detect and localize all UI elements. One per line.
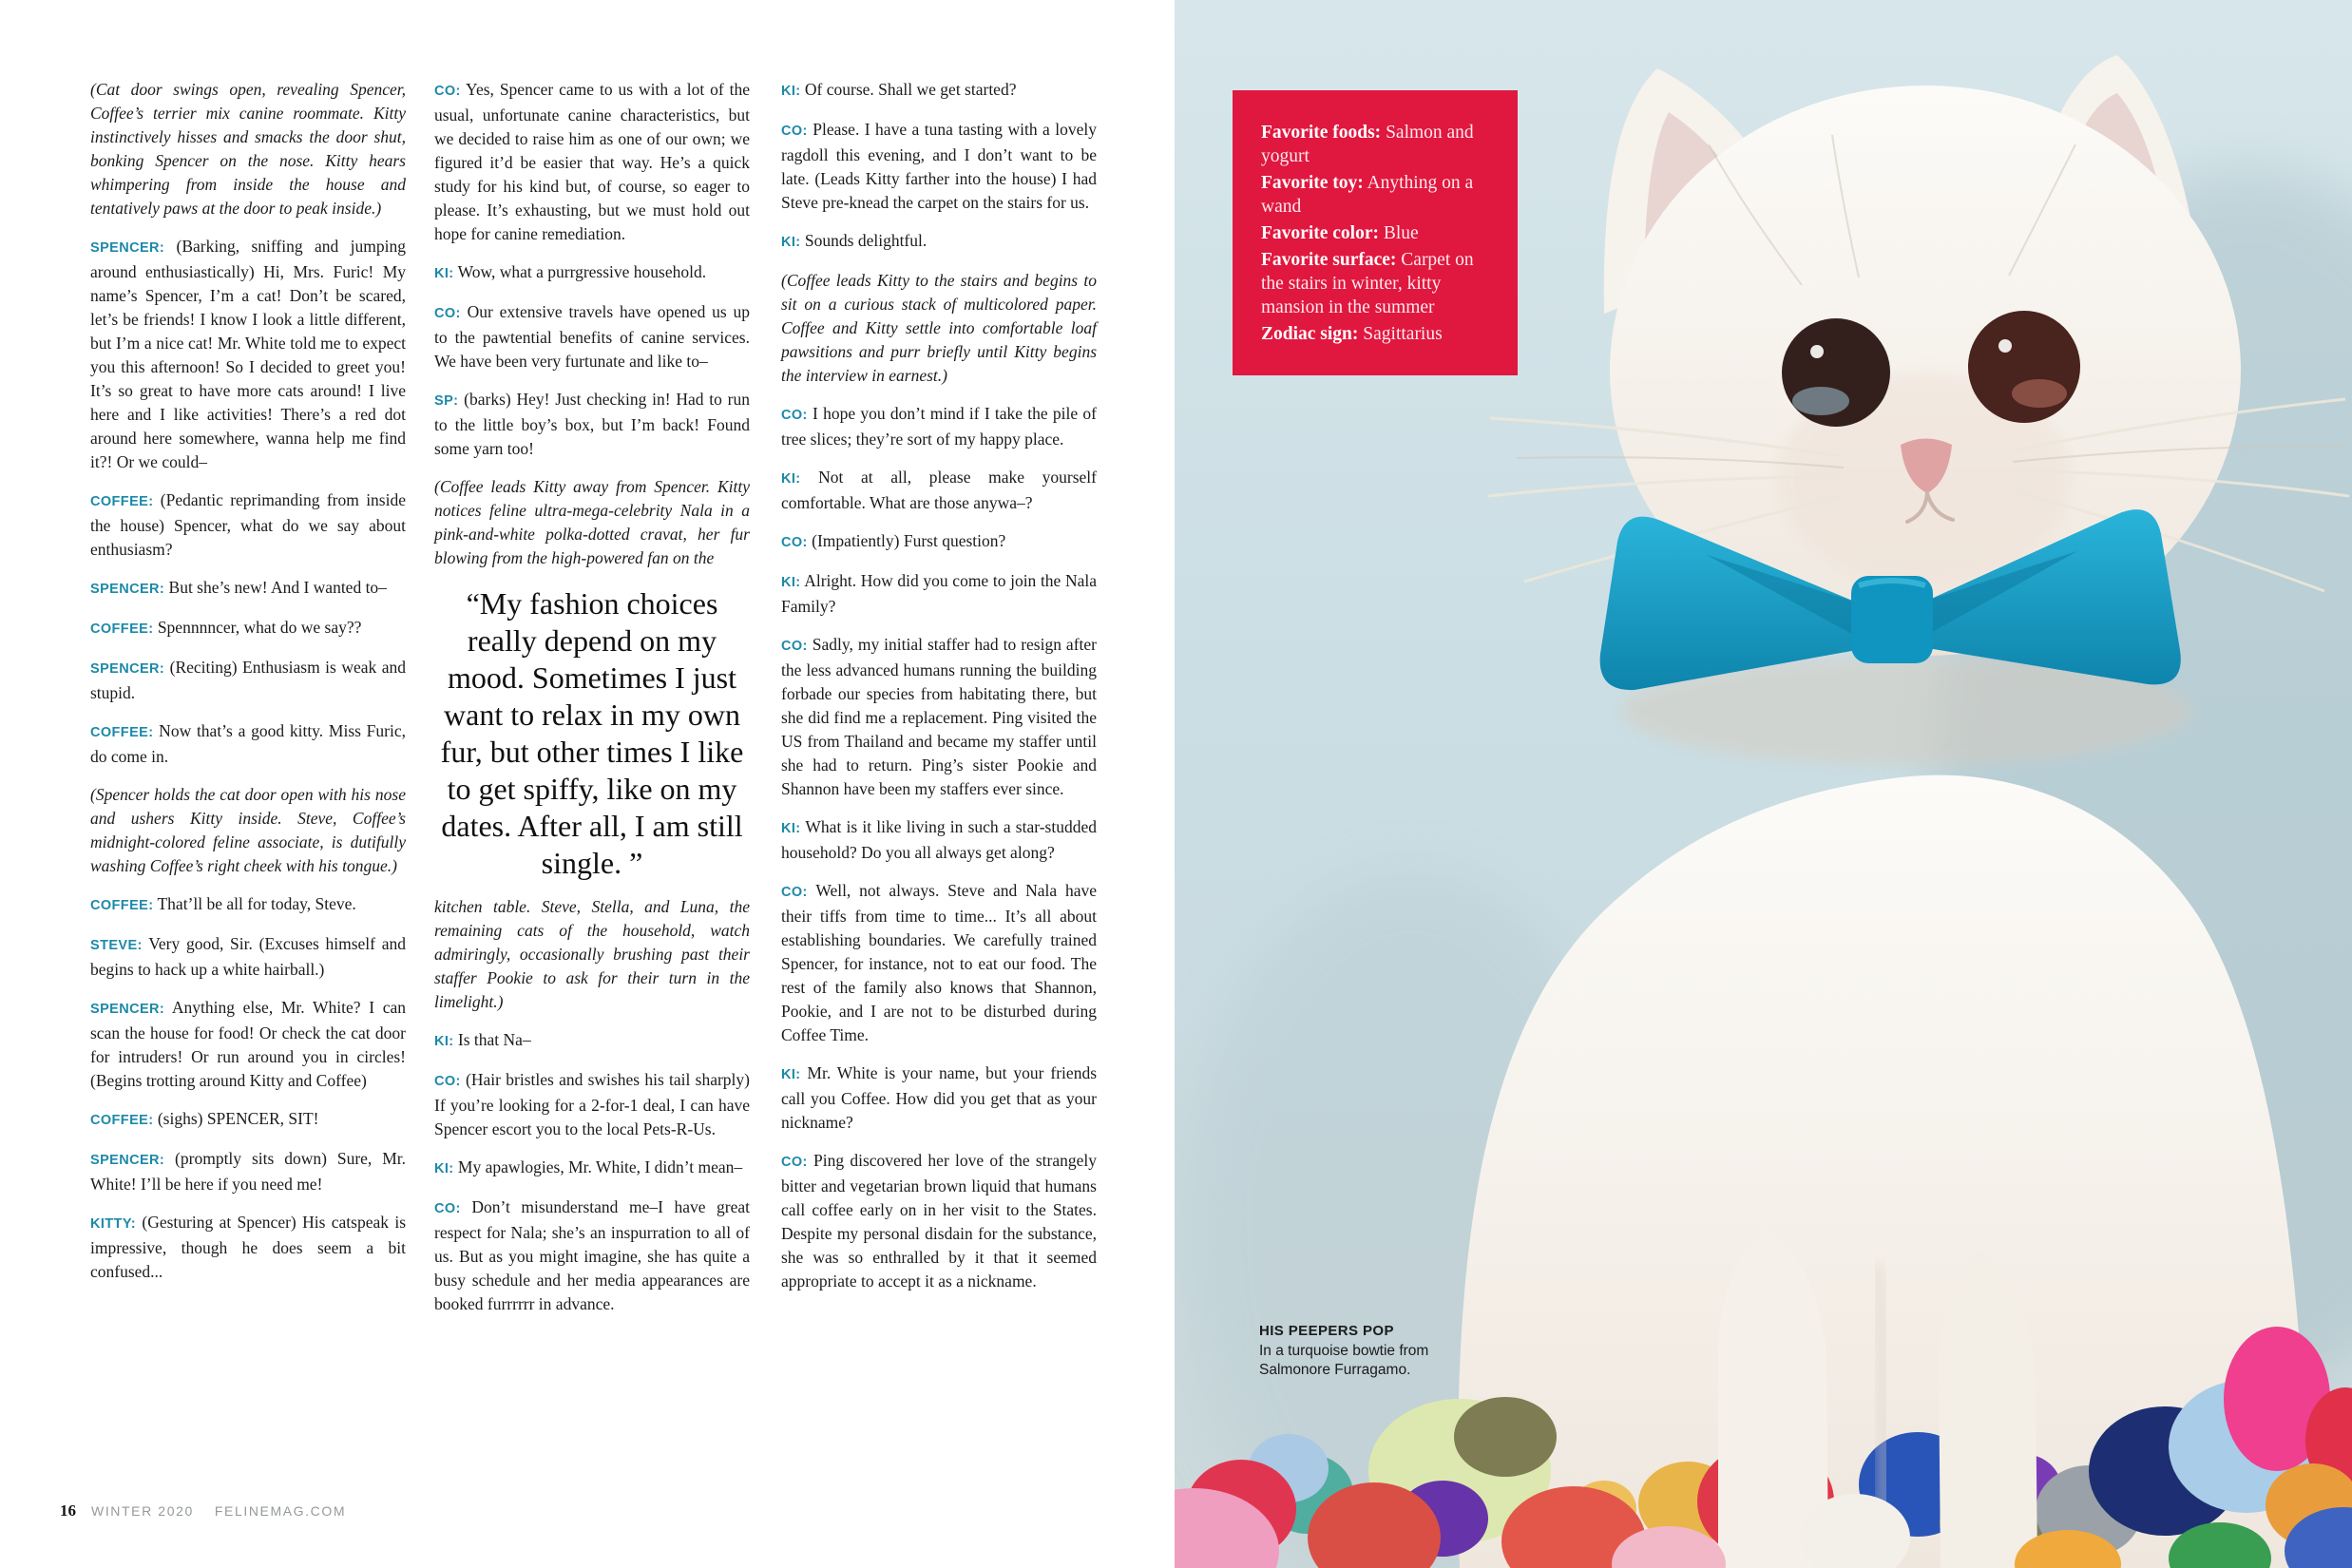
- dialogue-line: KI: What is it like living in such a star-studded household? Do you all always get along?: [781, 817, 1097, 862]
- fact-label: Favorite toy:: [1261, 173, 1364, 193]
- speaker-label: SP:: [434, 393, 459, 409]
- speaker-label: SPENCER:: [90, 661, 165, 677]
- speaker-label: SPENCER:: [90, 1002, 165, 1017]
- dialogue-line: CO: Our extensive travels have opened us up to the pawtential benefits of canine services. We have been very furtunate and like to–: [434, 302, 750, 371]
- dialogue-line: SPENCER: (Barking, sniffing and jumping around enthusiastically) Hi, Mrs. Furic! My name’s Spencer, I’m a cat! Don’t be scared, let’s be friends! I know I look a little different, but I’m a nice cat! Mr. White told me to expect you this afternoon! So I decided to greet you! It’s so great to have more cats around! I live here and I like activities! There’s a red dot around here somewhere, wanna help me find it?! Or we could–: [90, 237, 406, 471]
- article-page: [0, 0, 1175, 1568]
- speaker-label: CO:: [781, 885, 808, 900]
- speaker-label: KI:: [781, 821, 801, 836]
- speaker-label: KI:: [434, 1161, 454, 1176]
- fact-value: Blue: [1378, 223, 1419, 243]
- dialogue-line: CO: (Impatiently) Furst question?: [781, 531, 1006, 550]
- article-column-2: [434, 78, 750, 1330]
- dialogue-line: CO: Yes, Spencer came to us with a lot of the usual, unfortunate canine characteristics, but we decided to raise him as one of our own; we figured it’d be easier that way. He’s a quick study for his kind but, of course, so eager to please. It’s exhausting, but we must hold out hope for canine remediation.: [434, 80, 750, 243]
- dialogue-line: CO: Don’t misunderstand me–I have great respect for Nala; she’s an inspurration to all of us. But as you might imagine, she has quite a busy schedule and her media appearances are booked furrrrrr in advance.: [434, 1197, 750, 1313]
- fact-label: Favorite color:: [1261, 223, 1379, 243]
- fact-value: Anything on a wand: [1261, 173, 1474, 217]
- speaker-label: SPENCER:: [90, 240, 165, 256]
- cat-right-eye: [1968, 311, 2080, 423]
- fact-item: [1261, 221, 1491, 245]
- dialogue-line: CO: Please. I have a tuna tasting with a lovely ragdoll this evening, and I don’t want to be late. (Leads Kitty farther into the house) I had Steve pre-knead the carpet on the stairs for us.: [781, 120, 1097, 212]
- fact-item: [1261, 121, 1491, 168]
- stage-direction: (Coffee leads Kitty away from Spencer. Kitty notices feline ultra-mega-celebrity Nala in a pink-and-white polka-dotted cravat, her fur blowing from the high-powered fan on the: [434, 477, 750, 567]
- speaker-label: CO:: [781, 408, 808, 423]
- dialogue-line: KI: Is that Na–: [434, 1030, 531, 1049]
- speaker-label: COFFEE:: [90, 898, 154, 913]
- fact-item: [1261, 322, 1491, 346]
- speaker-label: CO:: [781, 1155, 808, 1170]
- fact-label: Favorite surface:: [1261, 250, 1397, 270]
- stage-direction: (Coffee leads Kitty to the stairs and begins to sit on a curious stack of multicolored paper. Coffee and Kitty settle into comfortable loaf pawsitions and purr briefly until Kitty begins the interview in earnest.): [781, 271, 1097, 385]
- dialogue-line: COFFEE: That’ll be all for today, Steve.: [90, 894, 356, 913]
- dialogue-line: COFFEE: (sighs) SPENCER, SIT!: [90, 1109, 319, 1128]
- dialogue-line: KITTY: (Gesturing at Spencer) His catspeak is impressive, though he does seem a bit confused...: [90, 1213, 406, 1281]
- speaker-label: KI:: [781, 1067, 801, 1082]
- speaker-label: STEVE:: [90, 938, 143, 953]
- speaker-label: CO:: [781, 124, 808, 139]
- fact-box: [1233, 90, 1518, 375]
- dialogue-line: KI: Sounds delightful.: [781, 231, 927, 250]
- dialogue-line: SP: (barks) Hey! Just checking in! Had to run to the little boy’s box, but I’m back! Found some yarn too!: [434, 390, 750, 458]
- speaker-label: CO:: [434, 84, 461, 99]
- page-number: 16: [60, 1501, 76, 1520]
- article-column-1: [90, 78, 406, 1298]
- speaker-label: KI:: [781, 575, 801, 590]
- speaker-label: SPENCER:: [90, 582, 165, 597]
- dialogue-line: COFFEE: Spennnncer, what do we say??: [90, 618, 362, 637]
- dialogue-line: KI: Wow, what a purrgressive household.: [434, 262, 707, 281]
- fact-value: Sagittarius: [1358, 324, 1443, 344]
- speaker-label: COFFEE:: [90, 1113, 154, 1128]
- dialogue-line: KI: Alright. How did you come to join the Nala Family?: [781, 571, 1097, 616]
- dialogue-line: SPENCER: Anything else, Mr. White? I can scan the house for food! Or check the cat door for intruders! Or run around you in circles! (Begins trotting around Kitty and Coffee): [90, 998, 406, 1090]
- page-footer: [60, 1501, 346, 1520]
- fact-item: [1261, 248, 1491, 319]
- dialogue-line: KI: Mr. White is your name, but your friends call you Coffee. How did you get that as your nickname?: [781, 1063, 1097, 1132]
- dialogue-line: SPENCER: But she’s new! And I wanted to–: [90, 578, 387, 597]
- speaker-label: CO:: [434, 1201, 461, 1216]
- speaker-label: COFFEE:: [90, 725, 154, 740]
- article-column-3: [781, 78, 1097, 1308]
- speaker-label: KI:: [781, 235, 801, 250]
- speaker-label: COFFEE:: [90, 494, 154, 509]
- dialogue-line: CO: Ping discovered her love of the strangely bitter and vegetarian brown liquid that humans call coffee early on in her visit to the States. Despite my personal disdain for the substance, she was so enthralled by it that it seemed appropriate to accept it as a nickname.: [781, 1151, 1097, 1291]
- fact-item: [1261, 171, 1491, 219]
- speaker-label: KI:: [781, 84, 801, 99]
- dialogue-line: SPENCER: (promptly sits down) Sure, Mr. White! I’ll be here if you need me!: [90, 1149, 406, 1194]
- dialogue-line: COFFEE: (Pedantic reprimanding from inside the house) Spencer, what do we say about enthusiasm?: [90, 490, 406, 559]
- speaker-label: CO:: [781, 639, 808, 654]
- dialogue-line: CO: Sadly, my initial staffer had to resign after the less advanced humans running the building forbade our species from habitating there, but she did find me a replacement. Ping visited the US from Thailand and became my staffer until she had to return. Ping’s sister Pookie and Shannon have been my staffers ever since.: [781, 635, 1097, 798]
- speaker-label: CO:: [434, 306, 461, 321]
- bowtie-knot: [1851, 576, 1933, 663]
- speaker-label: SPENCER:: [90, 1153, 165, 1168]
- speaker-label: KI:: [781, 471, 801, 487]
- dialogue-line: STEVE: Very good, Sir. (Excuses himself and begins to hack up a white hairball.): [90, 934, 406, 979]
- photo-caption: [1259, 1323, 1435, 1380]
- speaker-label: KITTY:: [90, 1216, 137, 1232]
- caption-body: In a turquoise bowtie from Salmonore Furragamo.: [1259, 1343, 1429, 1378]
- fact-label: Favorite foods:: [1261, 123, 1382, 143]
- stage-direction: (Spencer holds the cat door open with his nose and ushers Kitty inside. Steve, Coffee’s midnight-colored feline associate, is dutifully washing Coffee’s right cheek with his tongue.): [90, 785, 406, 875]
- dialogue-line: KI: Not at all, please make yourself comfortable. What are those anywa–?: [781, 468, 1097, 512]
- speaker-label: KI:: [434, 266, 454, 281]
- speaker-label: KI:: [434, 1034, 454, 1049]
- dialogue-line: CO: I hope you don’t mind if I take the pile of tree slices; they’re sort of my happy place.: [781, 404, 1097, 449]
- dialogue-line: COFFEE: Now that’s a good kitty. Miss Furic, do come in.: [90, 721, 406, 766]
- fact-value: Salmon and yogurt: [1261, 123, 1474, 166]
- caption-title: HIS PEEPERS POP: [1259, 1323, 1394, 1339]
- stage-direction: kitchen table. Steve, Stella, and Luna, the remaining cats of the household, watch admiringly, occasionally brushing past their staffer Pookie to ask for their turn in the limelight.): [434, 897, 750, 1011]
- dialogue-line: SPENCER: (Reciting) Enthusiasm is weak and stupid.: [90, 658, 406, 702]
- dialogue-line: KI: My apawlogies, Mr. White, I didn’t mean–: [434, 1157, 743, 1176]
- speaker-label: CO:: [434, 1074, 461, 1089]
- magazine-website: FELINEMAG.COM: [214, 1503, 347, 1519]
- photo-page: [1175, 0, 2352, 1568]
- pull-quote: “My fashion choices really depend on my mood. Sometimes I just want to relax in my own fur, but other times I like to get spiffy, like on my dates. After all, I am still single. ”: [440, 586, 744, 880]
- fact-label: Zodiac sign:: [1261, 324, 1359, 344]
- issue-season: WINTER 2020: [91, 1503, 194, 1519]
- speaker-label: COFFEE:: [90, 621, 154, 637]
- dialogue-line: CO: (Hair bristles and swishes his tail sharply) If you’re looking for a 2-for-1 deal, I can have Spencer escort you to the local Pets-R-Us.: [434, 1070, 750, 1138]
- dialogue-line: KI: Of course. Shall we get started?: [781, 80, 1017, 99]
- fact-value: Carpet on the stairs in winter, kitty mansion in the summer: [1261, 250, 1474, 317]
- stage-direction: (Cat door swings open, revealing Spencer, Coffee’s terrier mix canine roommate. Kitty instinctively hisses and smacks the door shut, bonking Spencer on the nose. Kitty hears whimpering from inside the house and tentatively paws at the door to peak inside.): [90, 80, 406, 218]
- speaker-label: CO:: [781, 535, 808, 550]
- dialogue-line: CO: Well, not always. Steve and Nala have their tiffs from time to time... It’s all about establishing boundaries. We carefully trained Spencer, for instance, not to eat our food. The rest of the family also knows that Shannon, Pookie, and I are not to be disturbed during Coffee Time.: [781, 881, 1097, 1044]
